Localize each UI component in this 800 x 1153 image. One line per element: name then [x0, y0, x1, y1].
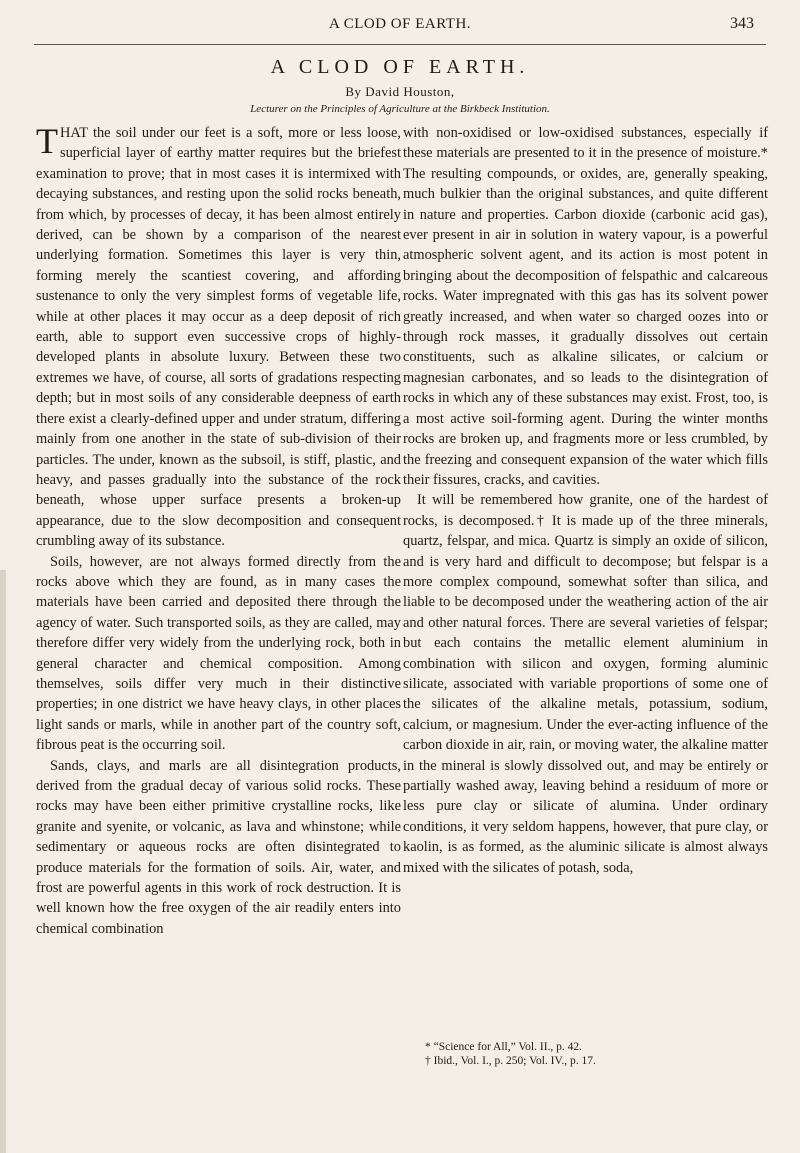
- page-gutter-shadow: [0, 570, 6, 1153]
- footnote: * “Science for All,” Vol. II., p. 42.: [425, 1041, 583, 1053]
- running-title: A CLOD OF EARTH.: [328, 16, 472, 32]
- paragraph: Sands, clays, and marls are all disintegration products, derived from the gradual decay of various solid rocks. These rocks may have been either primitive crystalline rocks, like granite and syenite, or volcanic, as lava and whinstone; while sedimentary or aqueous rocks are often disintegrated to produce materials for the formation of soils. Air, water, and frost are powerful agents in this work of rock destruction. It is well known how the free oxygen of the air readily enters into chemical combination: [36, 757, 401, 937]
- right-column: [403, 123, 768, 878]
- footnote: † Ibid., Vol. I., p. 250; Vol. IV., p. 17.: [425, 1055, 596, 1067]
- article-title: A CLOD OF EARTH.: [270, 56, 530, 78]
- drop-cap: T: [36, 121, 58, 161]
- header-rule: [34, 44, 766, 45]
- page-number: 343: [730, 15, 754, 32]
- paragraph-text: HAT the soil under our feet is a soft, more or less loose, superficial layer of earthy matter requires but the briefest examination to prove; that in most cases it is intermixed with decaying substances, and resting upon the solid rocks beneath, from which, by processes of decay, it has been almost entirely derived, can be shown by a comparison of the nearest underlying formation. Sometimes this layer is very thin, forming merely the scantiest covering, and affording sustenance to only the very simplest forms of vegetable life, while at other places it may occur as a deep deposit of rich earth, able to support even successive crops of highly-developed plants in absolute luxury. Between these two extremes we have, of course, all sorts of gradations respecting depth; but in most soils of any considerable deepness of earth there exist a clearly-defined upper and under stratum, differing mainly from one another in the state of sub-division of their particles. The under, known as the subsoil, is stiff, plastic, and heavy, and passes gradually into the substance of the rock beneath, whose upper surface presents a broken-up appearance, due to the slow decomposition and consequent crumbling away of its substance.: [36, 125, 401, 550]
- left-column: [36, 123, 401, 939]
- paragraph: It will be remembered how granite, one of the hardest of rocks, is decomposed.† It is made up of the three minerals, quartz, felspar, and mica. Quartz is simply an oxide of silicon, and is very hard and difficult to decompose; but felspar is a more complex compound, somewhat softer than silica, and liable to be decomposed under the weathering action of the air and other natural forces. There are several varieties of felspar; but each contains the metallic element aluminium in combination with silicon and oxygen, forming aluminic silicate, associated with variable proportions of some one of the silicates of the alkaline metals, potassium, sodium, calcium, or magnesium. Under the ever-acting influence of the carbon dioxide in air, rain, or moving water, the alkaline matter in the mineral is slowly dissolved out, and may be entirely or partially washed away, leaving behind a residuum of more or less pure clay or silicate of alumina. Under ordinary conditions, it very seldom happens, however, that pure clay, or kaolin, is as formed, as the aluminic silicate is almost always mixed with the silicates of potash, soda,: [403, 492, 768, 876]
- running-head: [0, 10, 800, 38]
- paragraph: [36, 123, 401, 552]
- footnotes: [425, 1040, 785, 1068]
- author-affiliation: Lecturer on the Principles of Agriculture at the Birkbeck Institution.: [250, 103, 550, 115]
- paragraph: Soils, however, are not always formed directly from the rocks above which they are found, as in many cases the materials have been carried and deposited there through the agency of water. Such transported soils, as they are called, may therefore differ very widely from the underlying rock, both in general character and chemical composition. Among themselves, soils differ very much in their distinctive properties; in one district we have heavy clays, in other places light sands or marls, while in another part of the country soft, fibrous peat is the occurring soil.: [36, 553, 401, 754]
- paragraph: with non-oxidised or low-oxidised substances, especially if these materials are presented to it in the presence of moisture.* The resulting compounds, or oxides, are, generally speaking, much bulkier than the original substances, and quite different in nature and properties. Carbon dioxide (carbonic acid gas), ever present in air in solution in watery vapour, is a powerful atmospheric solvent agent, and its action is most potent in bringing about the decomposition of felspathic and calcareous rocks. Water impregnated with this gas has its solvent power greatly increased, and when water so charged oozes into or through rock masses, it gradually dissolves out certain constituents, such as alkaline silicates, or calcium or magnesian carbonates, and so leads to the disintegration of rocks in which any of these substances may exist. Frost, too, is a most active soil-forming agent. During the winter months rocks are broken up, and fragments more or less crumbled, by the freezing and consequent expansion of the water which fills their fissures, cracks, and cavities.: [403, 125, 768, 488]
- byline: By David Houston,: [345, 84, 455, 99]
